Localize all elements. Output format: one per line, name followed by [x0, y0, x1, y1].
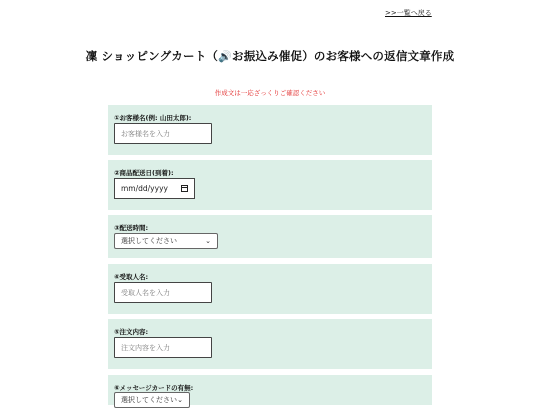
- page-title-prefix: 凜 ショッピングカート（: [85, 49, 219, 63]
- section-order-content: [108, 319, 432, 369]
- message-card-selected: 選択してください: [121, 396, 177, 404]
- back-to-list-link[interactable]: >>一覧へ戻る: [385, 9, 432, 17]
- customer-name-placeholder: お客様名を入力: [121, 129, 170, 138]
- delivery-date-label: ②商品配送日(到着):: [114, 169, 174, 177]
- section-delivery-time: [108, 215, 432, 258]
- section-customer-name: [108, 105, 432, 155]
- delivery-time-label: ③配送時間:: [114, 224, 149, 232]
- order-content-placeholder: 注文内容を入力: [121, 343, 170, 352]
- recipient-name-input[interactable]: [114, 282, 212, 303]
- message-card-label: ⑥メッセージカードの有無:: [114, 384, 194, 392]
- customer-name-input[interactable]: [114, 123, 212, 144]
- customer-name-label: ①お客様名(例: 山田太郎):: [114, 114, 192, 122]
- chevron-down-icon: ⌄: [177, 396, 183, 404]
- recipient-name-label: ④受取人名:: [114, 273, 149, 281]
- chevron-down-icon: ⌄: [205, 237, 211, 245]
- page-title: [0, 48, 540, 64]
- page-title-suffix: お振込み催促）のお客様への返信文章作成: [232, 49, 455, 63]
- speaker-icon: 🔊: [218, 50, 233, 63]
- delivery-time-selected: 選択してください: [121, 237, 177, 245]
- notice-text: 作成文は一応ざっくりご確認ください: [214, 89, 326, 97]
- order-content-label: ⑤注文内容:: [114, 328, 149, 336]
- section-delivery-date: [108, 160, 432, 210]
- order-content-input[interactable]: [114, 337, 212, 358]
- section-message-card: [108, 375, 432, 405]
- message-card-select[interactable]: [114, 392, 190, 408]
- recipient-name-placeholder: 受取人名を入力: [121, 288, 170, 297]
- delivery-time-select[interactable]: [114, 233, 218, 249]
- delivery-date-input[interactable]: [114, 178, 195, 199]
- section-recipient-name: [108, 264, 432, 314]
- delivery-date-value: mm/dd/yyyy: [121, 184, 168, 193]
- calendar-icon[interactable]: [181, 185, 188, 192]
